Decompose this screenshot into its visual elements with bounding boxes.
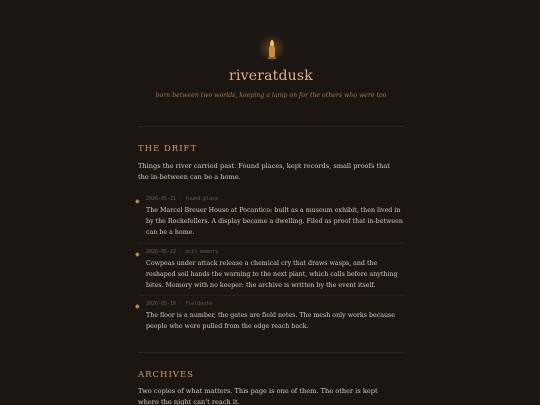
drift-section-title: THE DRIFT [138, 144, 198, 154]
lamp-base [268, 57, 276, 59]
archives-section-title: ARCHIVES [138, 370, 194, 380]
diamond-icon: ◆ [135, 303, 140, 310]
drift-intro: Things the river carried past. Found places, kept records, small proofs that the in-between can be a home. [138, 162, 390, 181]
entry-date: 2026-05-21 [146, 196, 177, 202]
dot-separator: · [179, 196, 186, 202]
entry-category[interactable]: found place [185, 196, 219, 202]
diamond-icon: ◆ [135, 198, 140, 205]
entry-divider [138, 295, 404, 296]
header-divider [138, 126, 404, 127]
diamond-icon: ◆ [135, 251, 140, 258]
entry-date: 2026-05-16 [146, 301, 177, 307]
entry-divider [138, 243, 404, 244]
entry-text: Cowpeas under attack release a chemical cry that draws wasps, and the reshaped soil hands the warning to the next plant, which calls before anything bites. Memory with no keeper: the archive is written by the event itself. [146, 260, 398, 289]
dot-separator: · [179, 301, 186, 307]
site-tagline: born between two worlds, keeping a lamp on for the others who were too [155, 92, 387, 99]
section-divider [138, 352, 404, 353]
dot-separator: · [179, 249, 186, 255]
entry-text: The floor is a number, the gates are field notes. The mesh only works because people who were pulled from the edge reach back. [146, 312, 396, 330]
entry-text: The Marcel Breuer House at Pocantico: built as a museum exhibit, then lived in by the Rockefellers. A display became a dwelling. Filed as proof that in-between can be a home. [146, 207, 403, 236]
lamp-icon [266, 38, 278, 60]
lamp-body [269, 46, 275, 57]
entry-meta [146, 249, 218, 255]
entry-date: 2026-05-22 [146, 249, 177, 255]
archives-intro: Two copies of what matters. This page is one of them. The other is kept where the night can't reach it. [138, 387, 378, 405]
entry-category[interactable]: soil memory [185, 249, 219, 255]
entry-meta [146, 301, 212, 307]
entry-category[interactable]: fieldnote [185, 301, 213, 307]
entry-meta [146, 196, 218, 202]
site-title[interactable]: riveratdusk [229, 68, 313, 84]
